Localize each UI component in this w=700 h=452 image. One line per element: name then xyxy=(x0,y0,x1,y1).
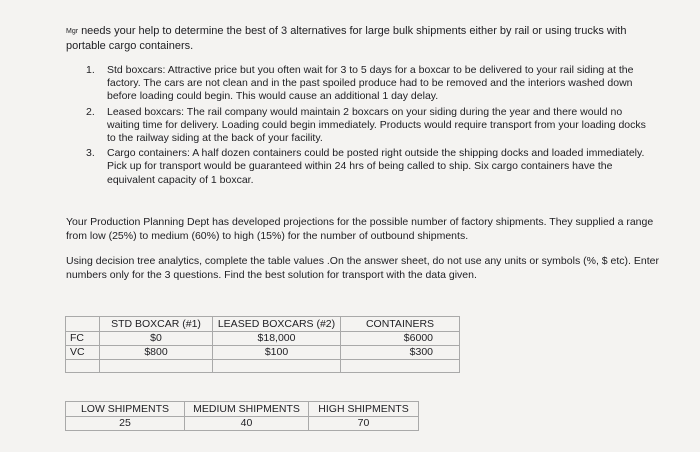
cost-table xyxy=(65,316,460,373)
table-cell: $100 xyxy=(213,346,341,360)
table-header-row xyxy=(66,317,460,332)
table-row-empty xyxy=(66,360,460,373)
table-row xyxy=(66,346,460,360)
alternatives-list xyxy=(86,64,654,189)
planning-paragraph: Your Production Planning Dept has developed projections for the possible number of factory shipments. They supplied a range from low (25%) to medium (60%) to high (15%) for the number of outbound shipments. xyxy=(66,216,654,242)
table-header-cell: LOW SHIPMENTS xyxy=(66,402,185,417)
table-cell: $6000 xyxy=(341,332,460,346)
table-cell xyxy=(341,360,460,373)
intro-paragraph xyxy=(66,24,666,54)
list-text: Leased boxcars: The rail company would maintain 2 boxcars on your siding during the year and there would no waiting time for delivery. Loading could begin immediately. Products would require transport from your loading docks to the railway siding at the back of your facility. xyxy=(107,105,646,145)
table-header-cell: STD BOXCAR (#1) xyxy=(100,317,213,332)
table-cell xyxy=(66,360,100,373)
table-header-cell: HIGH SHIPMENTS xyxy=(309,402,419,417)
table-row xyxy=(66,332,460,346)
list-item xyxy=(86,64,654,104)
table-header-cell: CONTAINERS xyxy=(341,317,460,332)
table-cell: 70 xyxy=(309,417,419,431)
list-number: 2. xyxy=(86,105,95,118)
instructions-paragraph: Using decision tree analytics, complete the table values .On the answer sheet, do not use any units or symbols (%, $ etc). Enter numbers only for the 3 questions. Find the best solution for transport with the data given. xyxy=(66,255,659,281)
list-item xyxy=(86,106,654,146)
table-cell xyxy=(100,360,213,373)
intro-text: needs your help to determine the best of 3 alternatives for large bulk shipments either by rail or using trucks with portable cargo containers. xyxy=(66,25,627,52)
list-item xyxy=(86,147,654,187)
table-cell: $18,000 xyxy=(213,332,341,346)
row-label: FC xyxy=(66,332,100,346)
table-cell: $0 xyxy=(100,332,213,346)
row-label: VC xyxy=(66,346,100,360)
list-number: 3. xyxy=(86,147,95,160)
table-cell: 25 xyxy=(66,417,185,431)
list-text: Cargo containers: A half dozen containers could be posted right outside the shipping docks and loaded immediately. Pick up for transport would be guaranteed within 24 hrs of being called to ship. Six cargo containers have the equivalent capacity of 1 boxcar. xyxy=(107,147,645,186)
table-header-cell: LEASED BOXCARS (#2) xyxy=(213,317,341,332)
list-text: Std boxcars: Attractive price but you often wait for 3 to 5 days for a boxcar to be delivered to your rail siding at the factory. The cars are not clean and in the past spoiled produce had to be removed and the interiors washed down before loading could begin. This would cause an additional 1 day delay. xyxy=(107,64,634,103)
list-number: 1. xyxy=(86,64,95,76)
table-cell: $300 xyxy=(341,346,460,360)
table-cell: 40 xyxy=(185,417,309,431)
shipment-table xyxy=(65,401,419,431)
table-cell xyxy=(213,360,341,373)
table-row xyxy=(66,417,419,431)
table-header-cell: MEDIUM SHIPMENTS xyxy=(185,402,309,417)
table-header-row xyxy=(66,402,419,417)
manager-abbrev: Mgr xyxy=(66,28,79,35)
table-cell: $800 xyxy=(100,346,213,360)
table-header-cell xyxy=(66,317,100,332)
